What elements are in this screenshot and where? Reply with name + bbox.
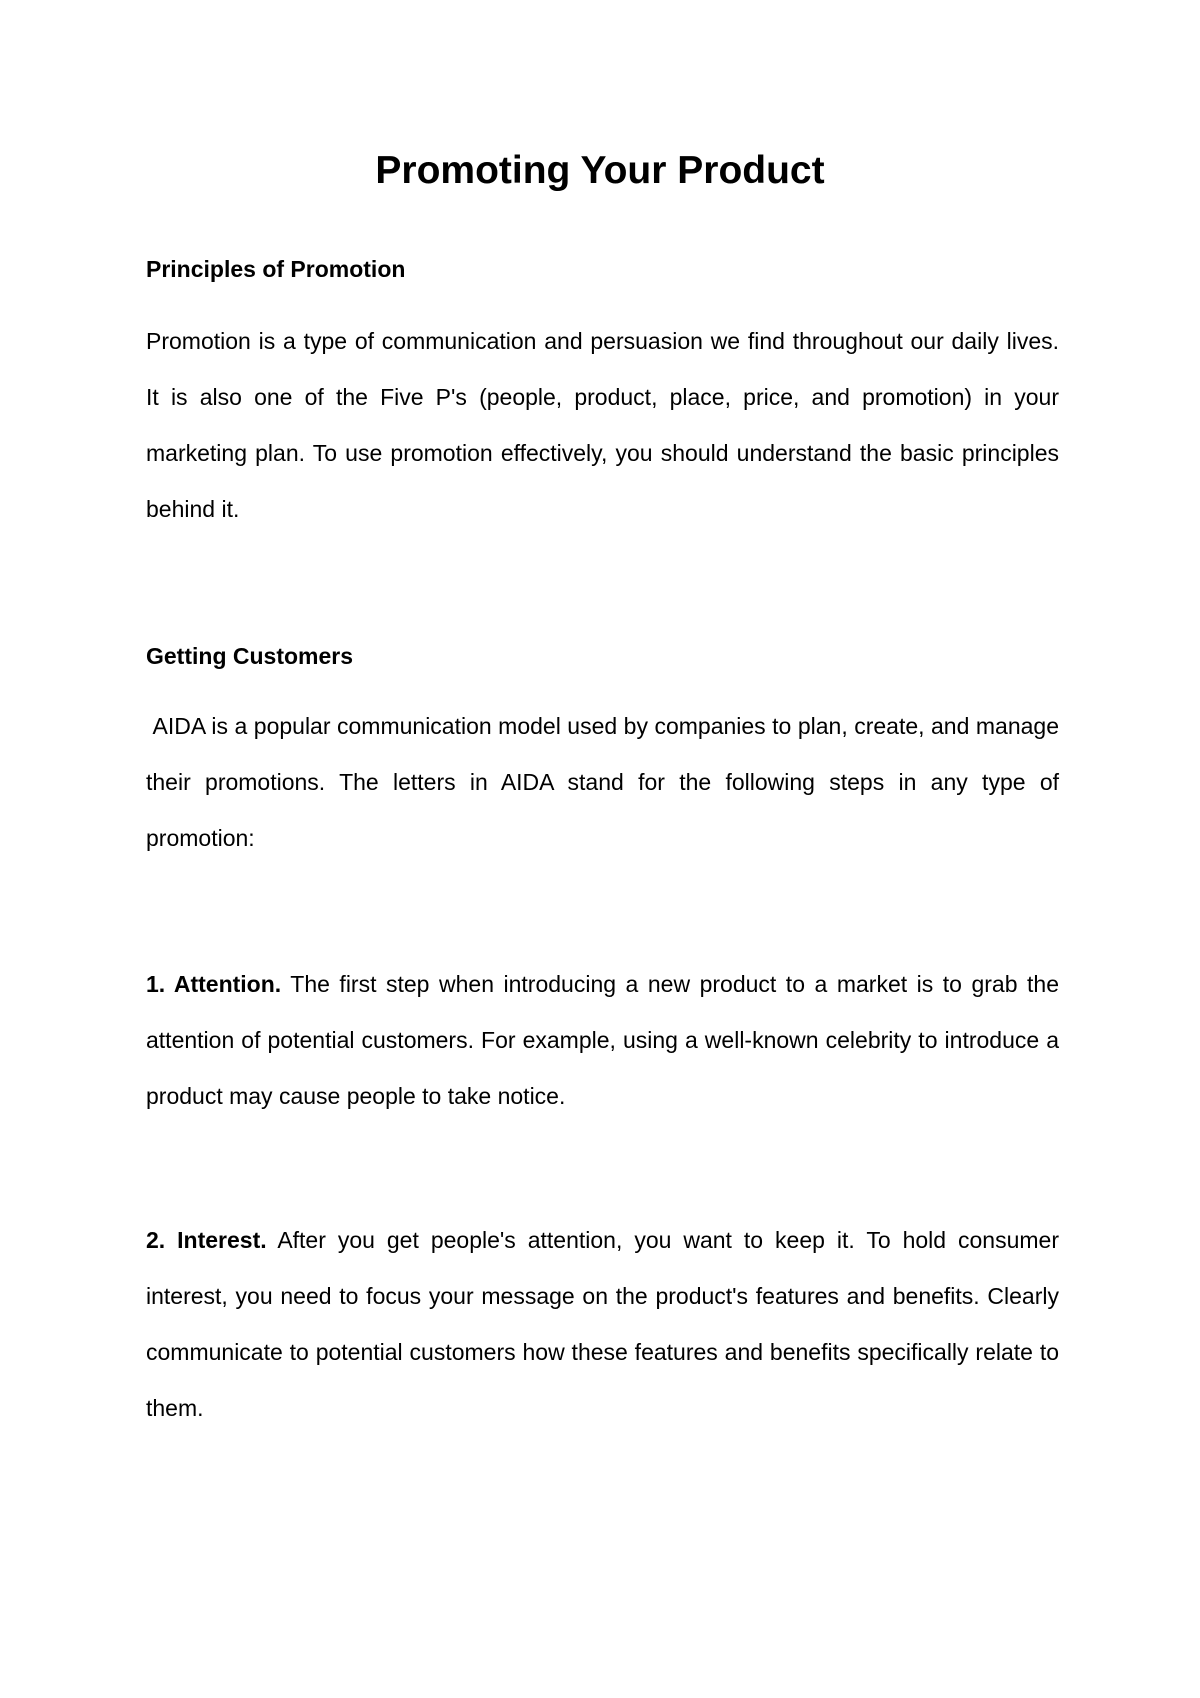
section-heading-getting-customers: Getting Customers (146, 643, 354, 669)
step-interest-label: 2. Interest. (146, 1227, 267, 1253)
step-attention-text: The first step when introducing a new product to a market is to grab the attention of potential customers. For example, using a well-known celebrity to introduce a product may cause people to take notice. (146, 971, 1060, 1109)
page-title: Promoting Your Product (375, 149, 825, 192)
section-paragraph-getting-customers: AIDA is a popular communication model used by companies to plan, create, and manage their promotions. The letters in AIDA stand for the following steps in any type of promotion: (146, 713, 1059, 851)
step-attention-label: 1. Attention. (146, 971, 282, 997)
step-attention (146, 956, 1059, 1124)
section-paragraph-principles: Promotion is a type of communication and persuasion we find throughout our daily lives. It is also one of the Five P's (people, product, place, price, and promotion) in your marketing plan. To use promotion effectively, you should understand the basic principles behind it. (146, 328, 1059, 522)
step-interest-text: After you get people's attention, you want to keep it. To hold consumer interest, you need to focus your message on the product's features and benefits. Clearly communicate to potential customers how these features and benefits specifically relate to them. (146, 1227, 1059, 1421)
section-heading-principles: Principles of Promotion (146, 256, 406, 282)
step-interest (146, 1212, 1059, 1436)
